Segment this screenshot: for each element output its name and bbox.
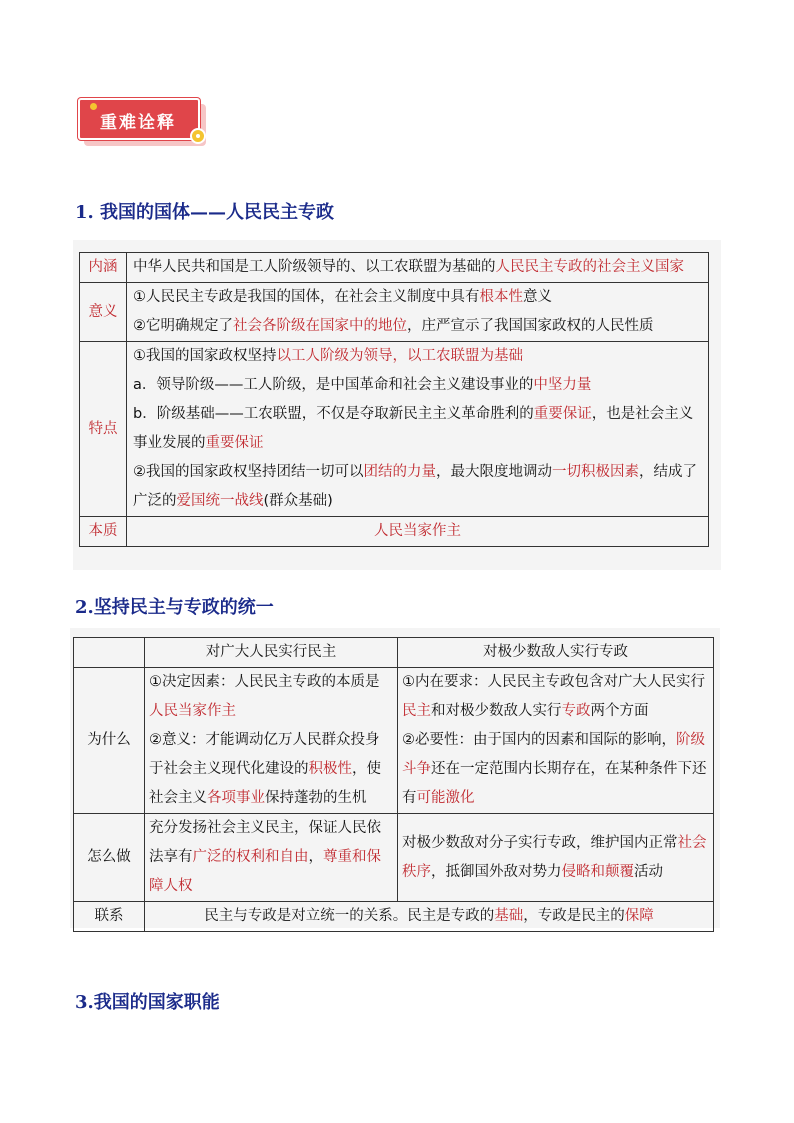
highlight-text: 社会 xyxy=(677,834,707,851)
highlight-text: 一切积极因素 xyxy=(552,464,639,480)
text-segment: ①我国的国家政权坚持 xyxy=(133,348,277,364)
dictatorship-cell xyxy=(398,814,714,902)
text-segment: ②它明确规定了 xyxy=(133,318,233,334)
text-line xyxy=(149,697,393,726)
text-line xyxy=(133,312,702,341)
row-key-cell: 联系 xyxy=(74,902,145,932)
highlight-text: 斗争 xyxy=(402,761,431,777)
text-segment: (群众基础) xyxy=(263,493,333,509)
text-line xyxy=(133,253,702,282)
democracy-cell xyxy=(145,814,398,902)
text-segment: 事业发展的 xyxy=(133,435,206,451)
row-key-cell: 怎么做 xyxy=(74,814,145,902)
highlight-text: 广泛的权利和自由 xyxy=(192,849,309,865)
highlight-text: 民主 xyxy=(402,703,431,719)
text-line xyxy=(402,858,709,887)
highlight-text: 重要保证 xyxy=(533,406,592,422)
text-segment: ，使 xyxy=(352,761,381,777)
text-line xyxy=(149,755,393,784)
text-segment: ，抵御国外敌对势力 xyxy=(431,863,562,880)
text-segment: ①人民民主专政是我国的国体，在社会主义制度中具有 xyxy=(133,289,480,305)
text-line xyxy=(149,668,393,697)
row-key-cell: 内涵 xyxy=(80,253,127,283)
text-line xyxy=(149,872,393,901)
text-segment: b．阶级基础——工农联盟，不仅是夺取新民主主义革命胜利的 xyxy=(133,406,534,422)
row-value-cell xyxy=(127,517,709,547)
text-segment: ②我国的国家政权坚持团结一切可以 xyxy=(133,464,364,480)
section3-heading: 3.我国的国家职能 xyxy=(75,992,220,1013)
table-row xyxy=(74,814,714,902)
highlight-text: 基础 xyxy=(494,908,524,924)
highlight-text: 爱国统一战线 xyxy=(176,493,264,509)
text-line xyxy=(133,371,702,400)
text-line xyxy=(402,755,709,784)
row-key-cell: 本质 xyxy=(80,517,127,547)
text-line xyxy=(402,829,709,858)
badge-label: 重难诠释 xyxy=(100,113,176,133)
merged-value-cell xyxy=(145,902,714,932)
text-segment: 有 xyxy=(402,790,417,806)
section2-table xyxy=(73,637,714,932)
row-value-cell xyxy=(127,283,709,342)
highlight-text: 人民当家作主 xyxy=(149,703,236,719)
table-row xyxy=(80,342,709,517)
table-row xyxy=(80,283,709,342)
badge-ring-icon xyxy=(190,128,206,144)
highlight-text: 侵略和颠覆 xyxy=(561,863,634,880)
text-line xyxy=(402,697,709,726)
text-segment: 法享有 xyxy=(149,849,193,865)
text-segment: ，最大限度地调动 xyxy=(436,464,552,480)
text-segment: 对极少数敌对分子实行专政，维护国内正常 xyxy=(402,834,678,851)
text-segment: 民主与专政是对立统一的关系。民主是专政的 xyxy=(204,908,495,924)
text-segment: 于社会主义现代化建设的 xyxy=(149,761,309,777)
text-line xyxy=(149,902,709,931)
section1-heading: 1. 我国的国体——人民民主专政 xyxy=(75,202,335,223)
text-segment: a．领导阶级——工人阶级，是中国革命和社会主义建设事业的 xyxy=(133,377,534,393)
row-key-cell: 意义 xyxy=(80,283,127,342)
text-segment: ， xyxy=(308,849,323,865)
highlight-text: 中坚力量 xyxy=(533,377,592,393)
column-header-dictatorship: 对极少数敌人实行专政 xyxy=(398,638,714,668)
highlight-text: 人民当家作主 xyxy=(374,523,461,539)
text-segment: 中华人民共和国是工人阶级领导的、以工农联盟为基础的 xyxy=(133,259,496,275)
highlight-text: 可能激化 xyxy=(416,790,475,806)
text-line xyxy=(149,843,393,872)
text-segment: ①决定因素：人民民主专政的本质是 xyxy=(149,674,380,690)
text-line xyxy=(133,283,702,312)
text-segment: 社会主义 xyxy=(149,790,207,806)
text-segment: ，专政是民主的 xyxy=(523,908,625,924)
section2-heading: 2.坚持民主与专政的统一 xyxy=(75,597,274,618)
text-line xyxy=(133,400,702,429)
text-segment: ，也是社会主义 xyxy=(591,406,694,422)
text-line xyxy=(133,429,702,458)
text-segment: ，结成了 xyxy=(639,464,697,480)
section1-table xyxy=(79,252,709,547)
highlight-text: 秩序 xyxy=(402,863,431,880)
text-segment: ①内在要求：人民民主专政包含对广大人民实行 xyxy=(402,674,705,690)
democracy-cell xyxy=(145,668,398,814)
text-line xyxy=(133,487,702,516)
table-row xyxy=(80,517,709,547)
highlight-text: 社会各阶级在国家中的地位 xyxy=(233,318,407,334)
highlight-text: 以工人阶级为领导，以工农联盟为基础 xyxy=(276,348,523,364)
highlight-text: 阶级 xyxy=(676,732,705,748)
text-segment: ②必要性：由于国内的因素和国际的影响， xyxy=(402,732,676,748)
highlight-text: 各项事业 xyxy=(207,790,265,806)
highlight-text: 人民民主专政的社会主义国家 xyxy=(495,259,684,275)
text-line xyxy=(133,517,702,546)
text-segment: 还在一定范围内长期存在，在某种条件下还 xyxy=(431,761,707,777)
highlight-text: 根本性 xyxy=(479,289,523,305)
table-header-row xyxy=(74,638,714,668)
header-corner-cell xyxy=(74,638,145,668)
column-header-democracy: 对广大人民实行民主 xyxy=(145,638,398,668)
dictatorship-cell xyxy=(398,668,714,814)
highlight-text: 障人权 xyxy=(149,878,193,894)
row-key-cell: 为什么 xyxy=(74,668,145,814)
text-segment: ，庄严宣示了我国国家政权的人民性质 xyxy=(407,318,654,334)
text-segment: 两个方面 xyxy=(590,703,649,719)
row-value-cell xyxy=(127,342,709,517)
text-line xyxy=(133,342,702,371)
text-segment: 意义 xyxy=(523,289,552,305)
text-segment: ②意义：才能调动亿万人民群众投身 xyxy=(149,732,380,748)
text-line xyxy=(402,668,709,697)
row-value-cell xyxy=(127,253,709,283)
highlight-text: 专政 xyxy=(561,703,591,719)
highlight-text: 团结的力量 xyxy=(363,464,436,480)
text-segment: 活动 xyxy=(634,863,663,880)
text-line xyxy=(402,726,709,755)
table-row xyxy=(80,253,709,283)
row-key-cell: 特点 xyxy=(80,342,127,517)
highlight-text: 积极性 xyxy=(308,761,352,777)
text-line xyxy=(149,814,393,843)
highlight-text: 尊重和保 xyxy=(323,849,381,865)
section-badge xyxy=(78,98,208,148)
text-line xyxy=(149,726,393,755)
table-row xyxy=(74,668,714,814)
text-segment: 充分发扬社会主义民主，保证人民依 xyxy=(149,820,381,836)
badge-dot-icon xyxy=(90,103,97,110)
table-row xyxy=(74,902,714,932)
text-line xyxy=(149,784,393,813)
text-segment: 保持蓬勃的生机 xyxy=(265,790,367,806)
text-segment: 和对极少数敌人实行 xyxy=(431,703,562,719)
text-segment: 广泛的 xyxy=(133,493,177,509)
highlight-text: 重要保证 xyxy=(205,435,264,451)
highlight-text: 保障 xyxy=(624,908,654,924)
text-line xyxy=(402,784,709,813)
text-line xyxy=(133,458,702,487)
